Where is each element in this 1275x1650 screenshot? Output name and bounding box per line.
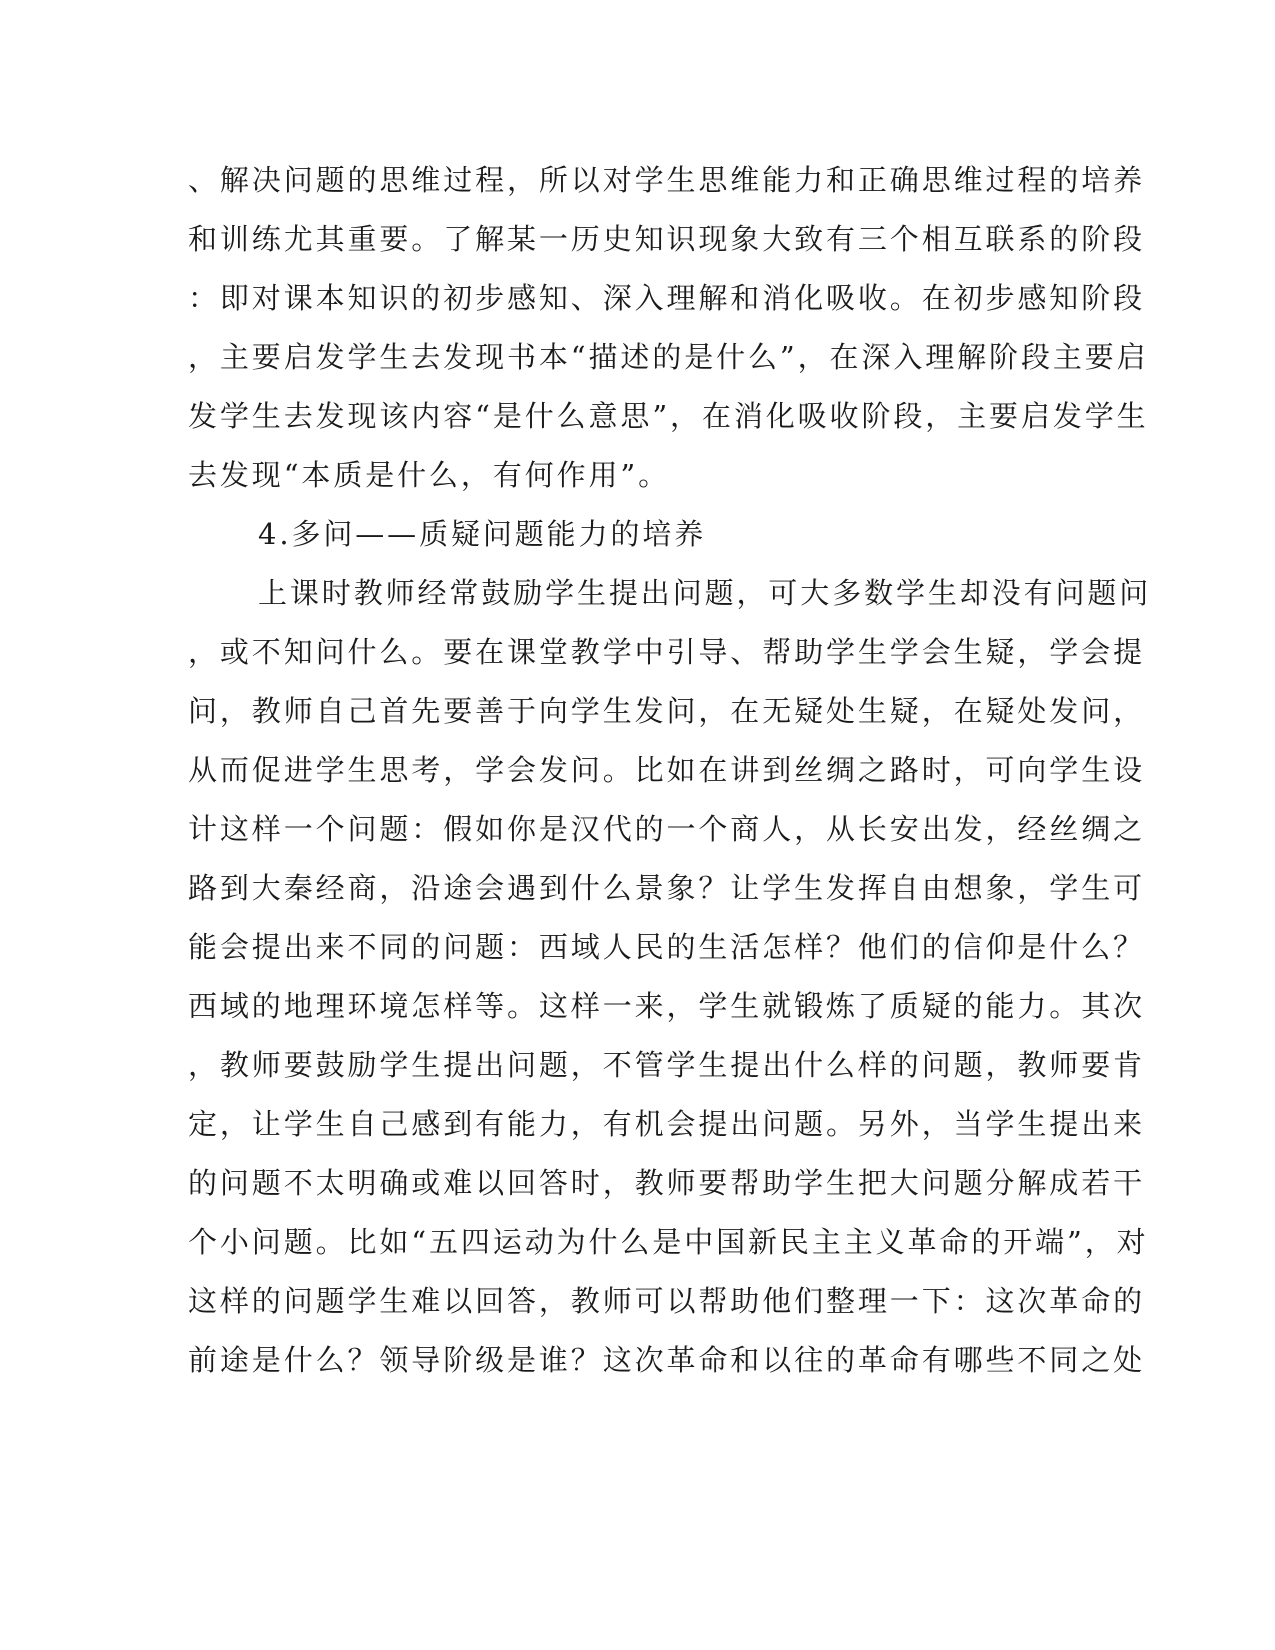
paragraph-line: 西域的地理环境怎样等。这样一来，学生就锻炼了质疑的能力。其次 xyxy=(188,989,1146,1023)
paragraph-line: 路到大秦经商，沿途会遇到什么景象？让学生发挥自由想象，学生可 xyxy=(188,871,1146,905)
paragraph-line: 这样的问题学生难以回答，教师可以帮助他们整理一下：这次革命的 xyxy=(188,1284,1146,1318)
section-heading: 4.多问——质疑问题能力的培养 xyxy=(258,517,707,551)
paragraph-line: ：即对课本知识的初步感知、深入理解和消化吸收。在初步感知阶段 xyxy=(188,281,1146,315)
paragraph-line: 能会提出来不同的问题：西域人民的生活怎样？他们的信仰是什么？ xyxy=(188,930,1146,964)
paragraph-line: 的问题不太明确或难以回答时，教师要帮助学生把大问题分解成若干 xyxy=(188,1166,1146,1200)
paragraph-line: ，或不知问什么。要在课堂教学中引导、帮助学生学会生疑，学会提 xyxy=(188,635,1146,669)
paragraph-line: 去发现“本质是什么，有何作用”。 xyxy=(188,458,671,492)
paragraph-line: ，主要启发学生去发现书本“描述的是什么”，在深入理解阶段主要启 xyxy=(188,340,1149,374)
paragraph-line: 问，教师自己首先要善于向学生发问，在无疑处生疑，在疑处发问， xyxy=(188,694,1146,728)
paragraph-line: 上课时教师经常鼓励学生提出问题，可大多数学生却没有问题问 xyxy=(258,576,1152,610)
paragraph-line: 发学生去发现该内容“是什么意思”，在消化吸收阶段，主要启发学生 xyxy=(188,399,1149,433)
paragraph-line: 前途是什么？领导阶级是谁？这次革命和以往的革命有哪些不同之处 xyxy=(188,1343,1146,1377)
paragraph-line: 计这样一个问题：假如你是汉代的一个商人，从长安出发，经丝绸之 xyxy=(188,812,1146,846)
paragraph-line: 、解决问题的思维过程，所以对学生思维能力和正确思维过程的培养 xyxy=(188,163,1146,197)
paragraph-line: ，教师要鼓励学生提出问题，不管学生提出什么样的问题，教师要肯 xyxy=(188,1048,1146,1082)
paragraph-line: 和训练尤其重要。了解某一历史知识现象大致有三个相互联系的阶段 xyxy=(188,222,1146,256)
paragraph-line: 从而促进学生思考，学会发问。比如在讲到丝绸之路时，可向学生设 xyxy=(188,753,1146,787)
paragraph-line: 个小问题。比如“五四运动为什么是中国新民主主义革命的开端”，对 xyxy=(188,1225,1149,1259)
paragraph-line: 定，让学生自己感到有能力，有机会提出问题。另外，当学生提出来 xyxy=(188,1107,1146,1141)
